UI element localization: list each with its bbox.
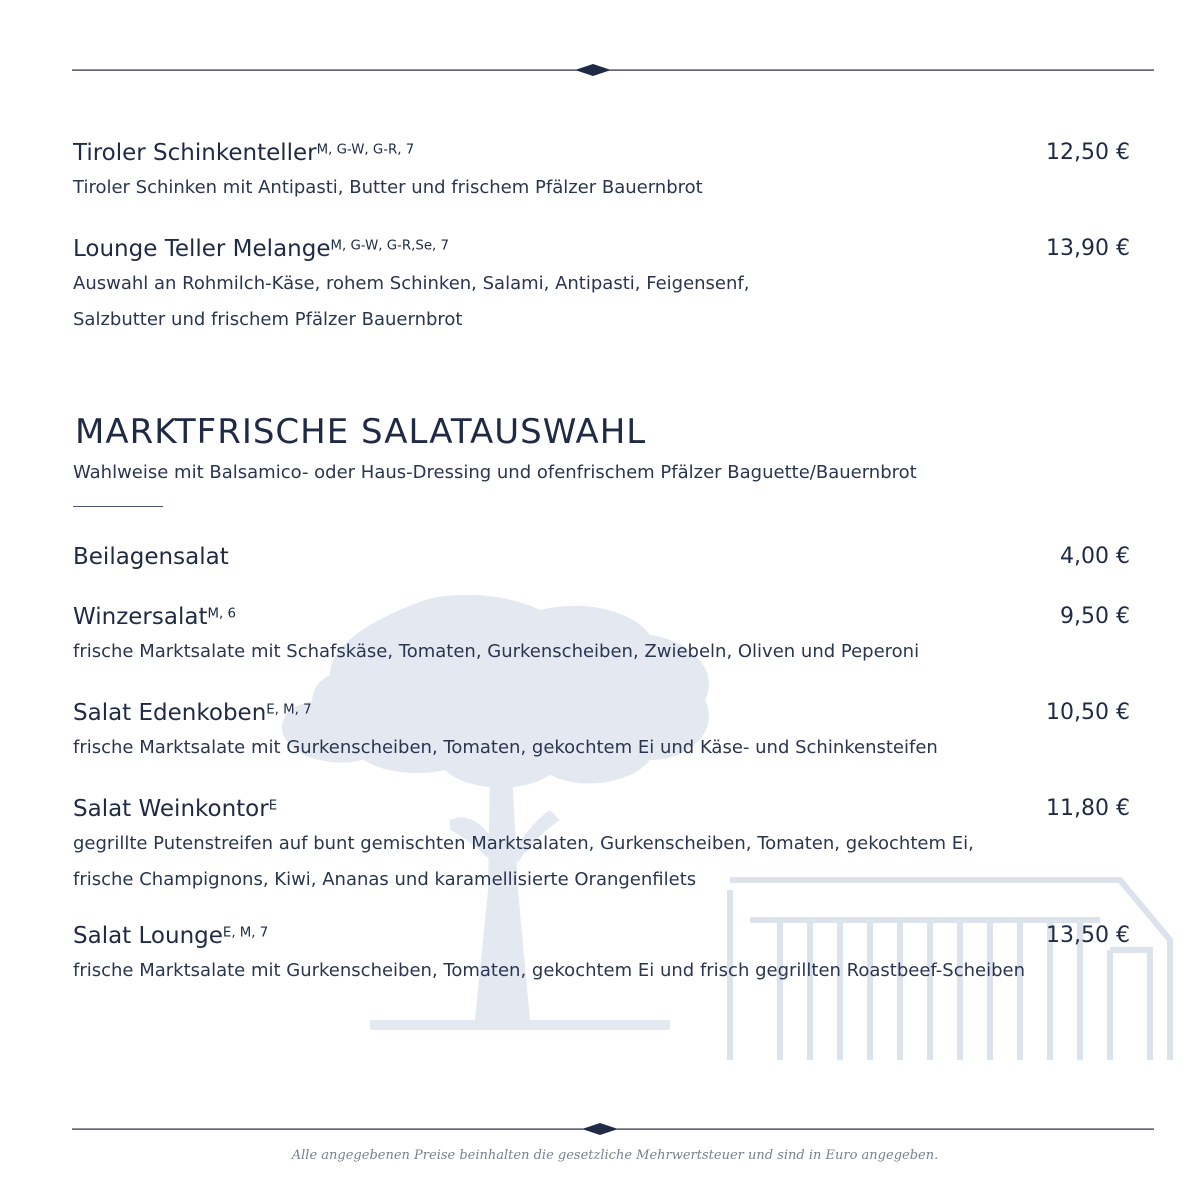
- item-description: gegrillte Putenstreifen auf bunt gemischten Marktsalaten, Gurkenscheiben, Tomaten, gekochtem Ei,: [73, 833, 974, 854]
- allergen-codes: E, M, 7: [266, 702, 312, 718]
- section-title: MARKTFRISCHE SALATAUSWAHL: [75, 412, 647, 452]
- footer-note: Alle angegebenen Preise beinhalten die gesetzliche Mehrwertsteuer und sind in Euro angegeben.: [291, 1148, 939, 1163]
- item-name: Lounge Teller Melange: [73, 236, 331, 262]
- menu-item: [73, 600, 1130, 670]
- item-description: frische Marktsalate mit Gurkenscheiben, Tomaten, gekochtem Ei und Käse- und Schinkensteifen: [73, 737, 938, 758]
- menu-item: [73, 232, 1130, 338]
- item-description: frische Champignons, Kiwi, Ananas und karamellisierte Orangenfilets: [73, 869, 697, 890]
- allergen-codes: M, G-W, G-R,Se, 7: [330, 238, 449, 254]
- item-price: 9,50 €: [1060, 604, 1130, 629]
- item-price: 13,90 €: [1046, 236, 1130, 261]
- menu-item: [73, 792, 1130, 898]
- item-description: frische Marktsalate mit Gurkenscheiben, Tomaten, gekochtem Ei und frisch gegrillten Roastbeef-Scheiben: [73, 960, 1025, 981]
- item-price: 12,50 €: [1046, 140, 1130, 165]
- allergen-codes: M, 6: [207, 606, 236, 622]
- item-price: 11,80 €: [1046, 796, 1130, 821]
- section-rule: [73, 506, 163, 507]
- allergen-codes: E, M, 7: [222, 925, 269, 941]
- section-subtitle: Wahlweise mit Balsamico- oder Haus-Dressing und ofenfrischem Pfälzer Baguette/Bauernbrot: [73, 462, 917, 483]
- item-price: 4,00 €: [1060, 544, 1130, 569]
- item-description: frische Marktsalate mit Schafskäse, Tomaten, Gurkenscheiben, Zwiebeln, Oliven und Peperoni: [73, 641, 920, 662]
- item-name: Tiroler Schinkenteller: [73, 140, 317, 166]
- menu-item: [73, 136, 1130, 206]
- item-name: Salat Lounge: [73, 923, 223, 949]
- item-name: Winzersalat: [73, 604, 208, 630]
- allergen-codes: E: [268, 798, 278, 814]
- item-name: Salat Edenkoben: [73, 700, 267, 726]
- item-name: Salat Weinkontor: [73, 796, 269, 822]
- item-price: 10,50 €: [1046, 700, 1130, 725]
- item-name: Beilagensalat: [73, 544, 229, 570]
- item-description: Salzbutter und frischem Pfälzer Bauernbrot: [73, 309, 463, 330]
- menu-item: [73, 919, 1130, 989]
- menu-item: [73, 540, 1130, 574]
- menu-content: [73, 0, 1130, 1200]
- allergen-codes: M, G-W, G-R, 7: [316, 142, 415, 158]
- item-price: 13,50 €: [1046, 923, 1130, 948]
- bottom-divider: [72, 1119, 1154, 1139]
- item-description: Tiroler Schinken mit Antipasti, Butter und frischem Pfälzer Bauernbrot: [73, 177, 703, 198]
- item-description: Auswahl an Rohmilch-Käse, rohem Schinken, Salami, Antipasti, Feigensenf,: [73, 273, 750, 294]
- menu-item: [73, 696, 1130, 766]
